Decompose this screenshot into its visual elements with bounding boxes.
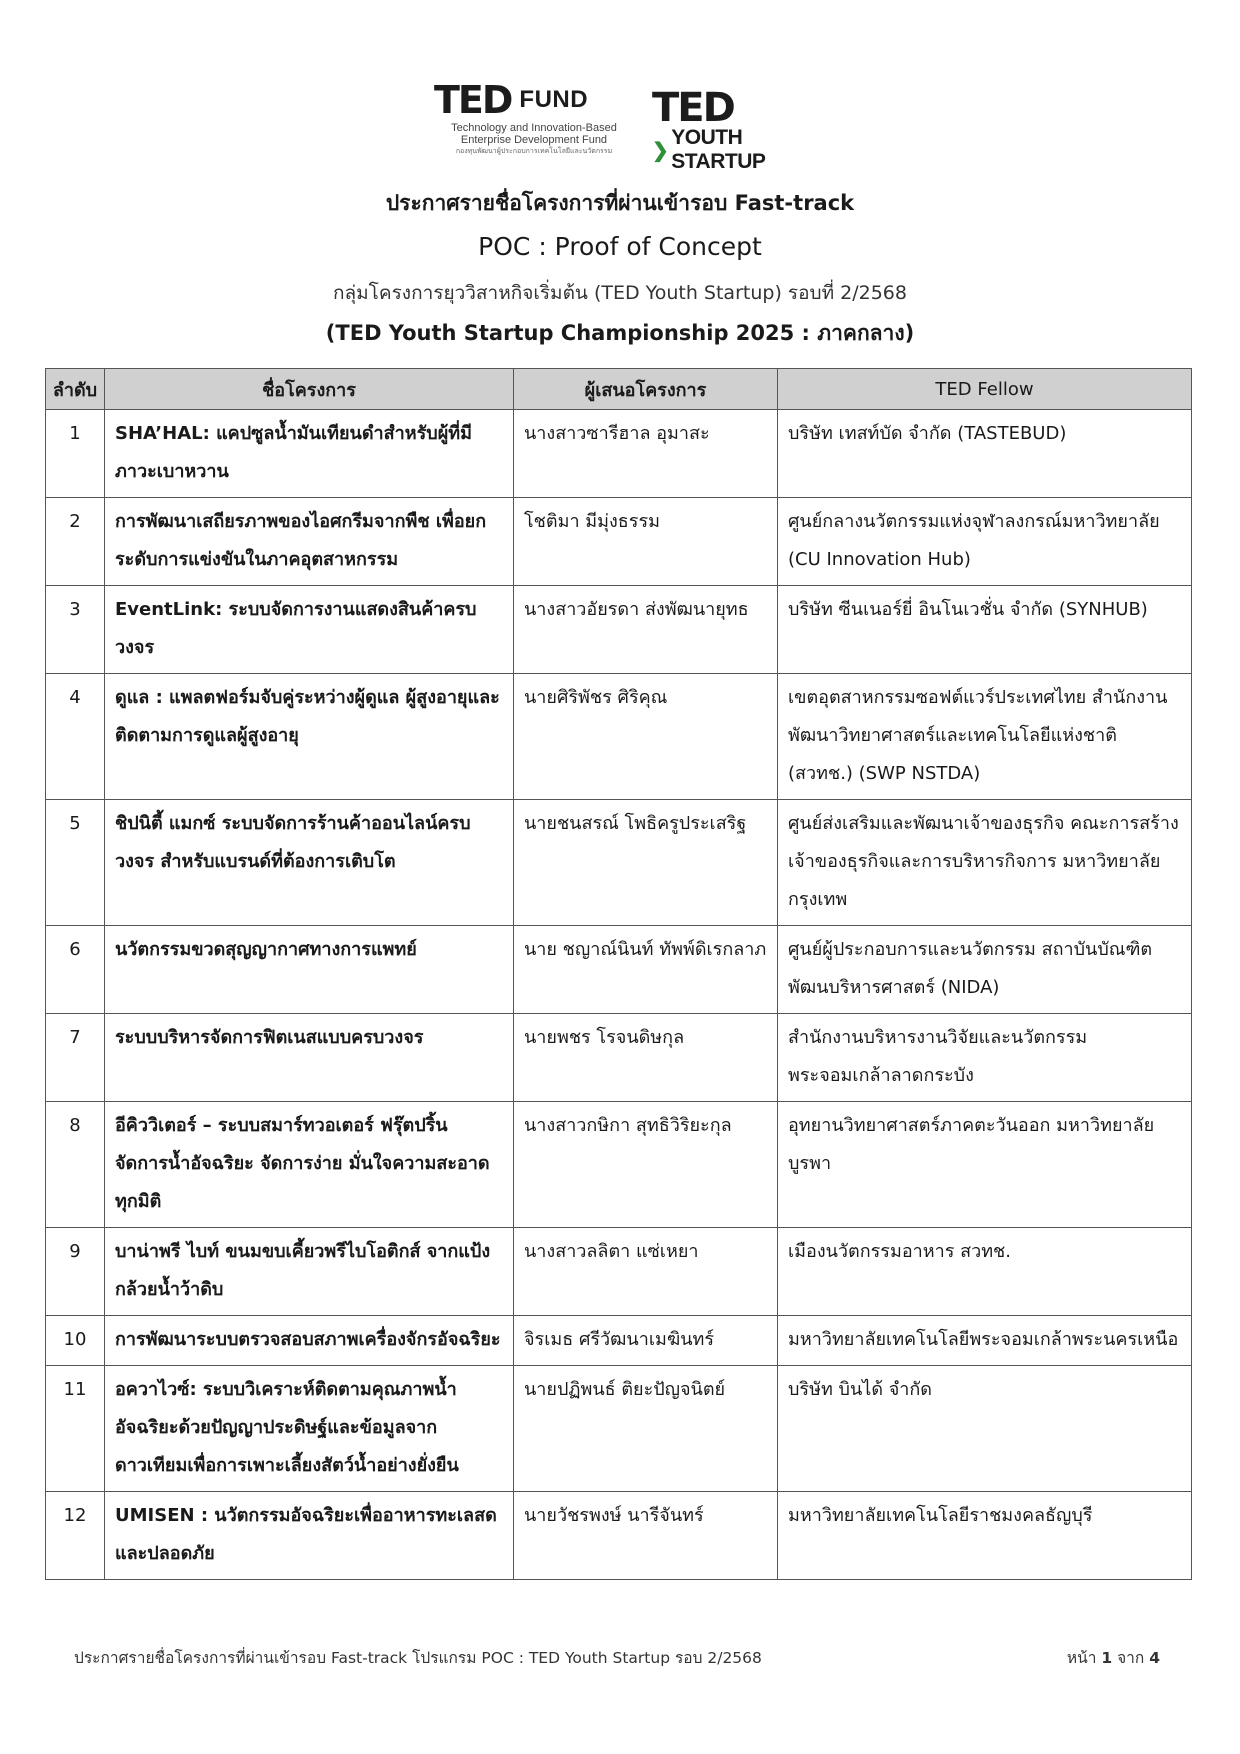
ted-fellow: มหาวิทยาลัยเทคโนโลยีพระจอมเกล้าพระนครเหนือ: [778, 1316, 1192, 1366]
table-row: [46, 498, 1192, 586]
ted-youth-logo-tag: YOUTH STARTUP: [671, 126, 766, 173]
proposer-name: นายพชร โรจนดิษกุล: [514, 1014, 778, 1102]
table-header-row: [46, 369, 1192, 410]
program-group: กลุ่มโครงการยุววิสาหกิจเริ่มต้น (TED Youth Startup) รอบที่ 2/2568: [333, 282, 907, 304]
ted-fellow: ศูนย์ผู้ประกอบการและนวัตกรรม สถาบันบัณฑิตพัฒนบริหารศาสตร์ (NIDA): [778, 926, 1192, 1014]
announcement-title: ประกาศรายชื่อโครงการที่ผ่านเข้ารอบ Fast-track: [385, 191, 855, 215]
ted-fellow: สำนักงานบริหารงานวิจัยและนวัตกรรมพระจอมเกล้าลาดกระบัง: [778, 1014, 1192, 1102]
column-header-project: ชื่อโครงการ: [105, 369, 514, 410]
ted-fund-logo-fund: FUND: [519, 86, 589, 113]
proposer-name: นางสาวลลิตา แซ่เหยา: [514, 1228, 778, 1316]
project-name: อีคิววิเตอร์ – ระบบสมาร์ทวอเตอร์ ฟรุ๊ตปริ้น จัดการน้ำอัจฉริยะ จัดการง่าย มั่นใจความสะอาดทุกมิติ: [105, 1102, 514, 1228]
ted-fellow: บริษัท เทสท์บัด จำกัด (TASTEBUD): [778, 410, 1192, 498]
ted-fellow: ศูนย์ส่งเสริมและพัฒนาเจ้าของธุรกิจ คณะการสร้างเจ้าของธุรกิจและการบริหารกิจการ มหาวิทยาลัยกรุงเทพ: [778, 800, 1192, 926]
row-number: 9: [46, 1228, 105, 1316]
project-name: นวัตกรรมขวดสุญญากาศทางการแพทย์: [105, 926, 514, 1014]
table-row: [46, 1102, 1192, 1228]
table-row: [46, 1492, 1192, 1580]
chevron-right-icon: ❯: [652, 139, 669, 162]
project-name: ชิปนิตี้ แมกซ์ ระบบจัดการร้านค้าออนไลน์ครบวงจร สำหรับแบรนด์ที่ต้องการเติบโต: [105, 800, 514, 926]
ted-fellow: บริษัท ซีนเนอร์ยี่ อินโนเวชั่น จำกัด (SYNHUB): [778, 586, 1192, 674]
row-number: 8: [46, 1102, 105, 1228]
ted-fellow: ศูนย์กลางนวัตกรรมแห่งจุฬาลงกรณ์มหาวิทยาลัย (CU Innovation Hub): [778, 498, 1192, 586]
proposer-name: นายวัชรพงษ์ นารีจันทร์: [514, 1492, 778, 1580]
table-body: [46, 410, 1192, 1580]
table-row: [46, 1316, 1192, 1366]
page-total: 4: [1149, 1649, 1160, 1667]
proposer-name: นายศิริพัชร ศิริคุณ: [514, 674, 778, 800]
championship-title: (TED Youth Startup Championship 2025 : ภาคกลาง): [325, 321, 915, 345]
row-number: 4: [46, 674, 105, 800]
project-name: EventLink: ระบบจัดการงานแสดงสินค้าครบวงจร: [105, 586, 514, 674]
project-name: SHA’HAL: แคปซูลน้ำมันเทียนดำสำหรับผู้ที่มีภาวะเบาหวาน: [105, 410, 514, 498]
page-current: 1: [1101, 1649, 1113, 1667]
row-number: 12: [46, 1492, 105, 1580]
ted-fellow: มหาวิทยาลัยเทคโนโลยีราชมงคลธัญบุรี: [778, 1492, 1192, 1580]
ted-youth-startup-logo: [652, 85, 802, 173]
column-header-fellow: TED Fellow: [778, 369, 1192, 410]
page-prefix: หน้า: [1066, 1649, 1097, 1667]
project-name: อควาไวซ์: ระบบวิเคราะห์ติดตามคุณภาพน้ำอัจฉริยะด้วยปัญญาประดิษฐ์และข้อมูลจากดาวเทียมเพื่อการเพาะเลี้ยงสัตว์น้ำอย่างยั่งยืน: [105, 1366, 514, 1492]
row-number: 2: [46, 498, 105, 586]
proposer-name: จิรเมธ ศรีวัฒนาเมฆินทร์: [514, 1316, 778, 1366]
project-name: การพัฒนาระบบตรวจสอบสภาพเครื่องจักรอัจฉริยะ: [105, 1316, 514, 1366]
project-name: การพัฒนาเสถียรภาพของไอศกรีมจากพืช เพื่อยกระดับการแข่งขันในภาคอุตสาหกรรม: [105, 498, 514, 586]
table-row: [46, 800, 1192, 926]
project-name: บาน่าพรี ไบท์ ขนมขบเคี้ยวพรีไบโอติกส์ จากแป้งกล้วยน้ำว้าดิบ: [105, 1228, 514, 1316]
program-title: POC : Proof of Concept: [478, 232, 762, 261]
proposer-name: โชติมา มีมุ่งธรรม: [514, 498, 778, 586]
proposer-name: นางสาวซารีฮาล อุมาสะ: [514, 410, 778, 498]
project-name: UMISEN : นวัตกรรมอัจฉริยะเพื่ออาหารทะเลสดและปลอดภัย: [105, 1492, 514, 1580]
table-row: [46, 1366, 1192, 1492]
column-header-proposer: ผู้เสนอโครงการ: [514, 369, 778, 410]
table-row: [46, 1228, 1192, 1316]
column-header-no: ลำดับ: [46, 369, 105, 410]
table-row: [46, 586, 1192, 674]
ted-fund-logo-line1: Technology and Innovation-Based: [451, 122, 617, 134]
row-number: 6: [46, 926, 105, 1014]
row-number: 5: [46, 800, 105, 926]
table-row: [46, 1014, 1192, 1102]
ted-youth-logo-ted: TED: [652, 85, 734, 131]
proposer-name: นายชนสรณ์ โพธิครูประเสริฐ: [514, 800, 778, 926]
table-row: [46, 410, 1192, 498]
project-name: ระบบบริหารจัดการฟิตเนสแบบครบวงจร: [105, 1014, 514, 1102]
ted-fund-logo-ted: TED: [434, 78, 512, 122]
page-of: จาก: [1117, 1649, 1145, 1667]
table-row: [46, 674, 1192, 800]
row-number: 11: [46, 1366, 105, 1492]
row-number: 3: [46, 586, 105, 674]
row-number: 1: [46, 410, 105, 498]
ted-fellow: เมืองนวัตกรรมอาหาร สวทช.: [778, 1228, 1192, 1316]
proposer-name: นายปฏิพนธ์ ติยะปัญจนิตย์: [514, 1366, 778, 1492]
row-number: 10: [46, 1316, 105, 1366]
proposer-name: นาย ชญาณ์นินท์ ทัพพ์ดิเรกลาภ: [514, 926, 778, 1014]
table-row: [46, 926, 1192, 1014]
ted-fellow: อุทยานวิทยาศาสตร์ภาคตะวันออก มหาวิทยาลัยบูรพา: [778, 1102, 1192, 1228]
project-name: ดูแล : แพลตฟอร์มจับคู่ระหว่างผู้ดูแล ผู้สูงอายุและติดตามการดูแลผู้สูงอายุ: [105, 674, 514, 800]
ted-fund-logo-line3: กองทุนพัฒนาผู้ประกอบการเทคโนโลยีและนวัตกรรม: [455, 148, 613, 155]
ted-fellow: บริษัท บินได้ จำกัด: [778, 1366, 1192, 1492]
ted-fund-logo-line2: Enterprise Development Fund: [460, 134, 608, 146]
page-number: [1067, 1645, 1160, 1670]
proposer-name: นางสาวกษิกา สุทธิวิริยะกุล: [514, 1102, 778, 1228]
project-table: [45, 368, 1192, 1580]
row-number: 7: [46, 1014, 105, 1102]
ted-fund-logo: [434, 80, 630, 158]
ted-fellow: เขตอุตสาหกรรมซอฟต์แวร์ประเทศไทย สำนักงานพัฒนาวิทยาศาสตร์และเทคโนโลยีแห่งชาติ (สวทช.) (SWP NSTDA): [778, 674, 1192, 800]
proposer-name: นางสาวอัยรดา ส่งพัฒนายุทธ: [514, 586, 778, 674]
footer-text: ประกาศรายชื่อโครงการที่ผ่านเข้ารอบ Fast-track โปรแกรม POC : TED Youth Startup รอบ 2/2568: [74, 1649, 762, 1667]
